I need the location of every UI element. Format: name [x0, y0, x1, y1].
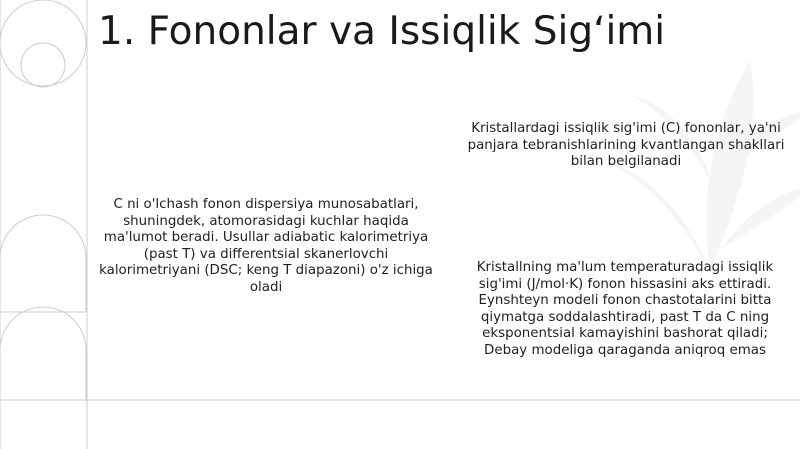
- deco-arch-lower: [0, 307, 86, 400]
- slide-title: 1. Fononlar va Issiqlik Sig‘imi: [98, 9, 666, 54]
- deco-arch-upper: [0, 215, 86, 312]
- text-block-einstein-model: Kristallning ma'lum temperaturadagi issiqlik sig'imi (J/mol·K) fonon hissasini aks ettiradi. Eynshteyn modeli fonon chastotalarini bitta qiymatga soddalashtiradi, past T da C ning eksponentsial kamayishini bashorat qiladi; Debay modeliga qaraganda aniqroq emas: [476, 260, 774, 358]
- text-block-measurement-methods: C ni o'lchash fonon dispersiya munosabatlari, shuningdek, atomorasidagi kuchlar haqida ma'lumot beradi. Usullar adiabatic kalorimetriya (past T) va differentsial skanerlovchi kalorimetriyani (DSC; keng T diapazoni) o'z ichiga oladi: [99, 197, 433, 295]
- text-block-heat-capacity-intro: Kristallardagi issiqlik sig'imi (C) fononlar, ya'ni panjara tebranishlarining kvantlangan shakllari bilan belgilanadi: [467, 121, 785, 170]
- deco-circle-small: [21, 43, 65, 87]
